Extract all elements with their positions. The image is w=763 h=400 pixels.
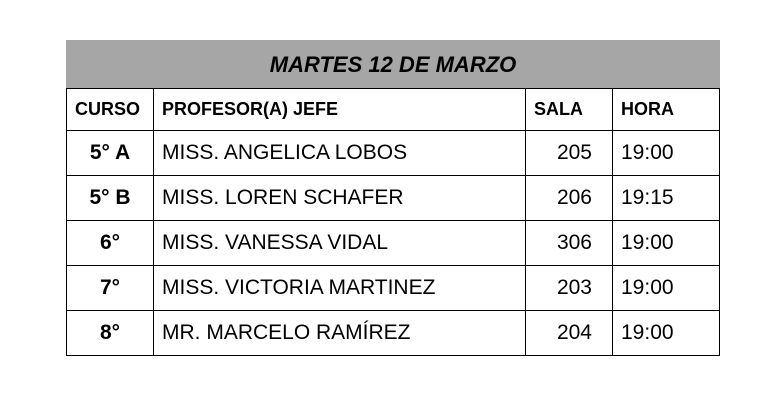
cell-profesor: MISS. VANESSA VIDAL bbox=[154, 221, 526, 266]
cell-curso: 6° bbox=[67, 221, 154, 266]
cell-sala: 306 bbox=[526, 221, 613, 266]
table-row bbox=[67, 266, 720, 311]
cell-profesor: MISS. VICTORIA MARTINEZ bbox=[154, 266, 526, 311]
table-row bbox=[67, 221, 720, 266]
table-row bbox=[67, 311, 720, 356]
header-row bbox=[67, 89, 720, 131]
cell-sala: 204 bbox=[526, 311, 613, 356]
cell-sala: 203 bbox=[526, 266, 613, 311]
cell-hora: 19:00 bbox=[613, 311, 720, 356]
table-row bbox=[67, 176, 720, 221]
cell-curso: 5° A bbox=[67, 131, 154, 176]
cell-profesor: MISS. LOREN SCHAFER bbox=[154, 176, 526, 221]
header-profesor: PROFESOR(A) JEFE bbox=[154, 89, 526, 131]
cell-profesor: MR. MARCELO RAMÍREZ bbox=[154, 311, 526, 356]
cell-hora: 19:00 bbox=[613, 266, 720, 311]
cell-hora: 19:00 bbox=[613, 131, 720, 176]
cell-curso: 5° B bbox=[67, 176, 154, 221]
cell-hora: 19:00 bbox=[613, 221, 720, 266]
cell-hora: 19:15 bbox=[613, 176, 720, 221]
table-title: MARTES 12 DE MARZO bbox=[67, 41, 720, 89]
cell-sala: 205 bbox=[526, 131, 613, 176]
header-sala: SALA bbox=[526, 89, 613, 131]
header-hora: HORA bbox=[613, 89, 720, 131]
header-curso: CURSO bbox=[67, 89, 154, 131]
cell-profesor: MISS. ANGELICA LOBOS bbox=[154, 131, 526, 176]
cell-curso: 8° bbox=[67, 311, 154, 356]
cell-curso: 7° bbox=[67, 266, 154, 311]
schedule-table bbox=[66, 40, 720, 356]
title-row bbox=[67, 41, 720, 89]
cell-sala: 206 bbox=[526, 176, 613, 221]
table-row bbox=[67, 131, 720, 176]
